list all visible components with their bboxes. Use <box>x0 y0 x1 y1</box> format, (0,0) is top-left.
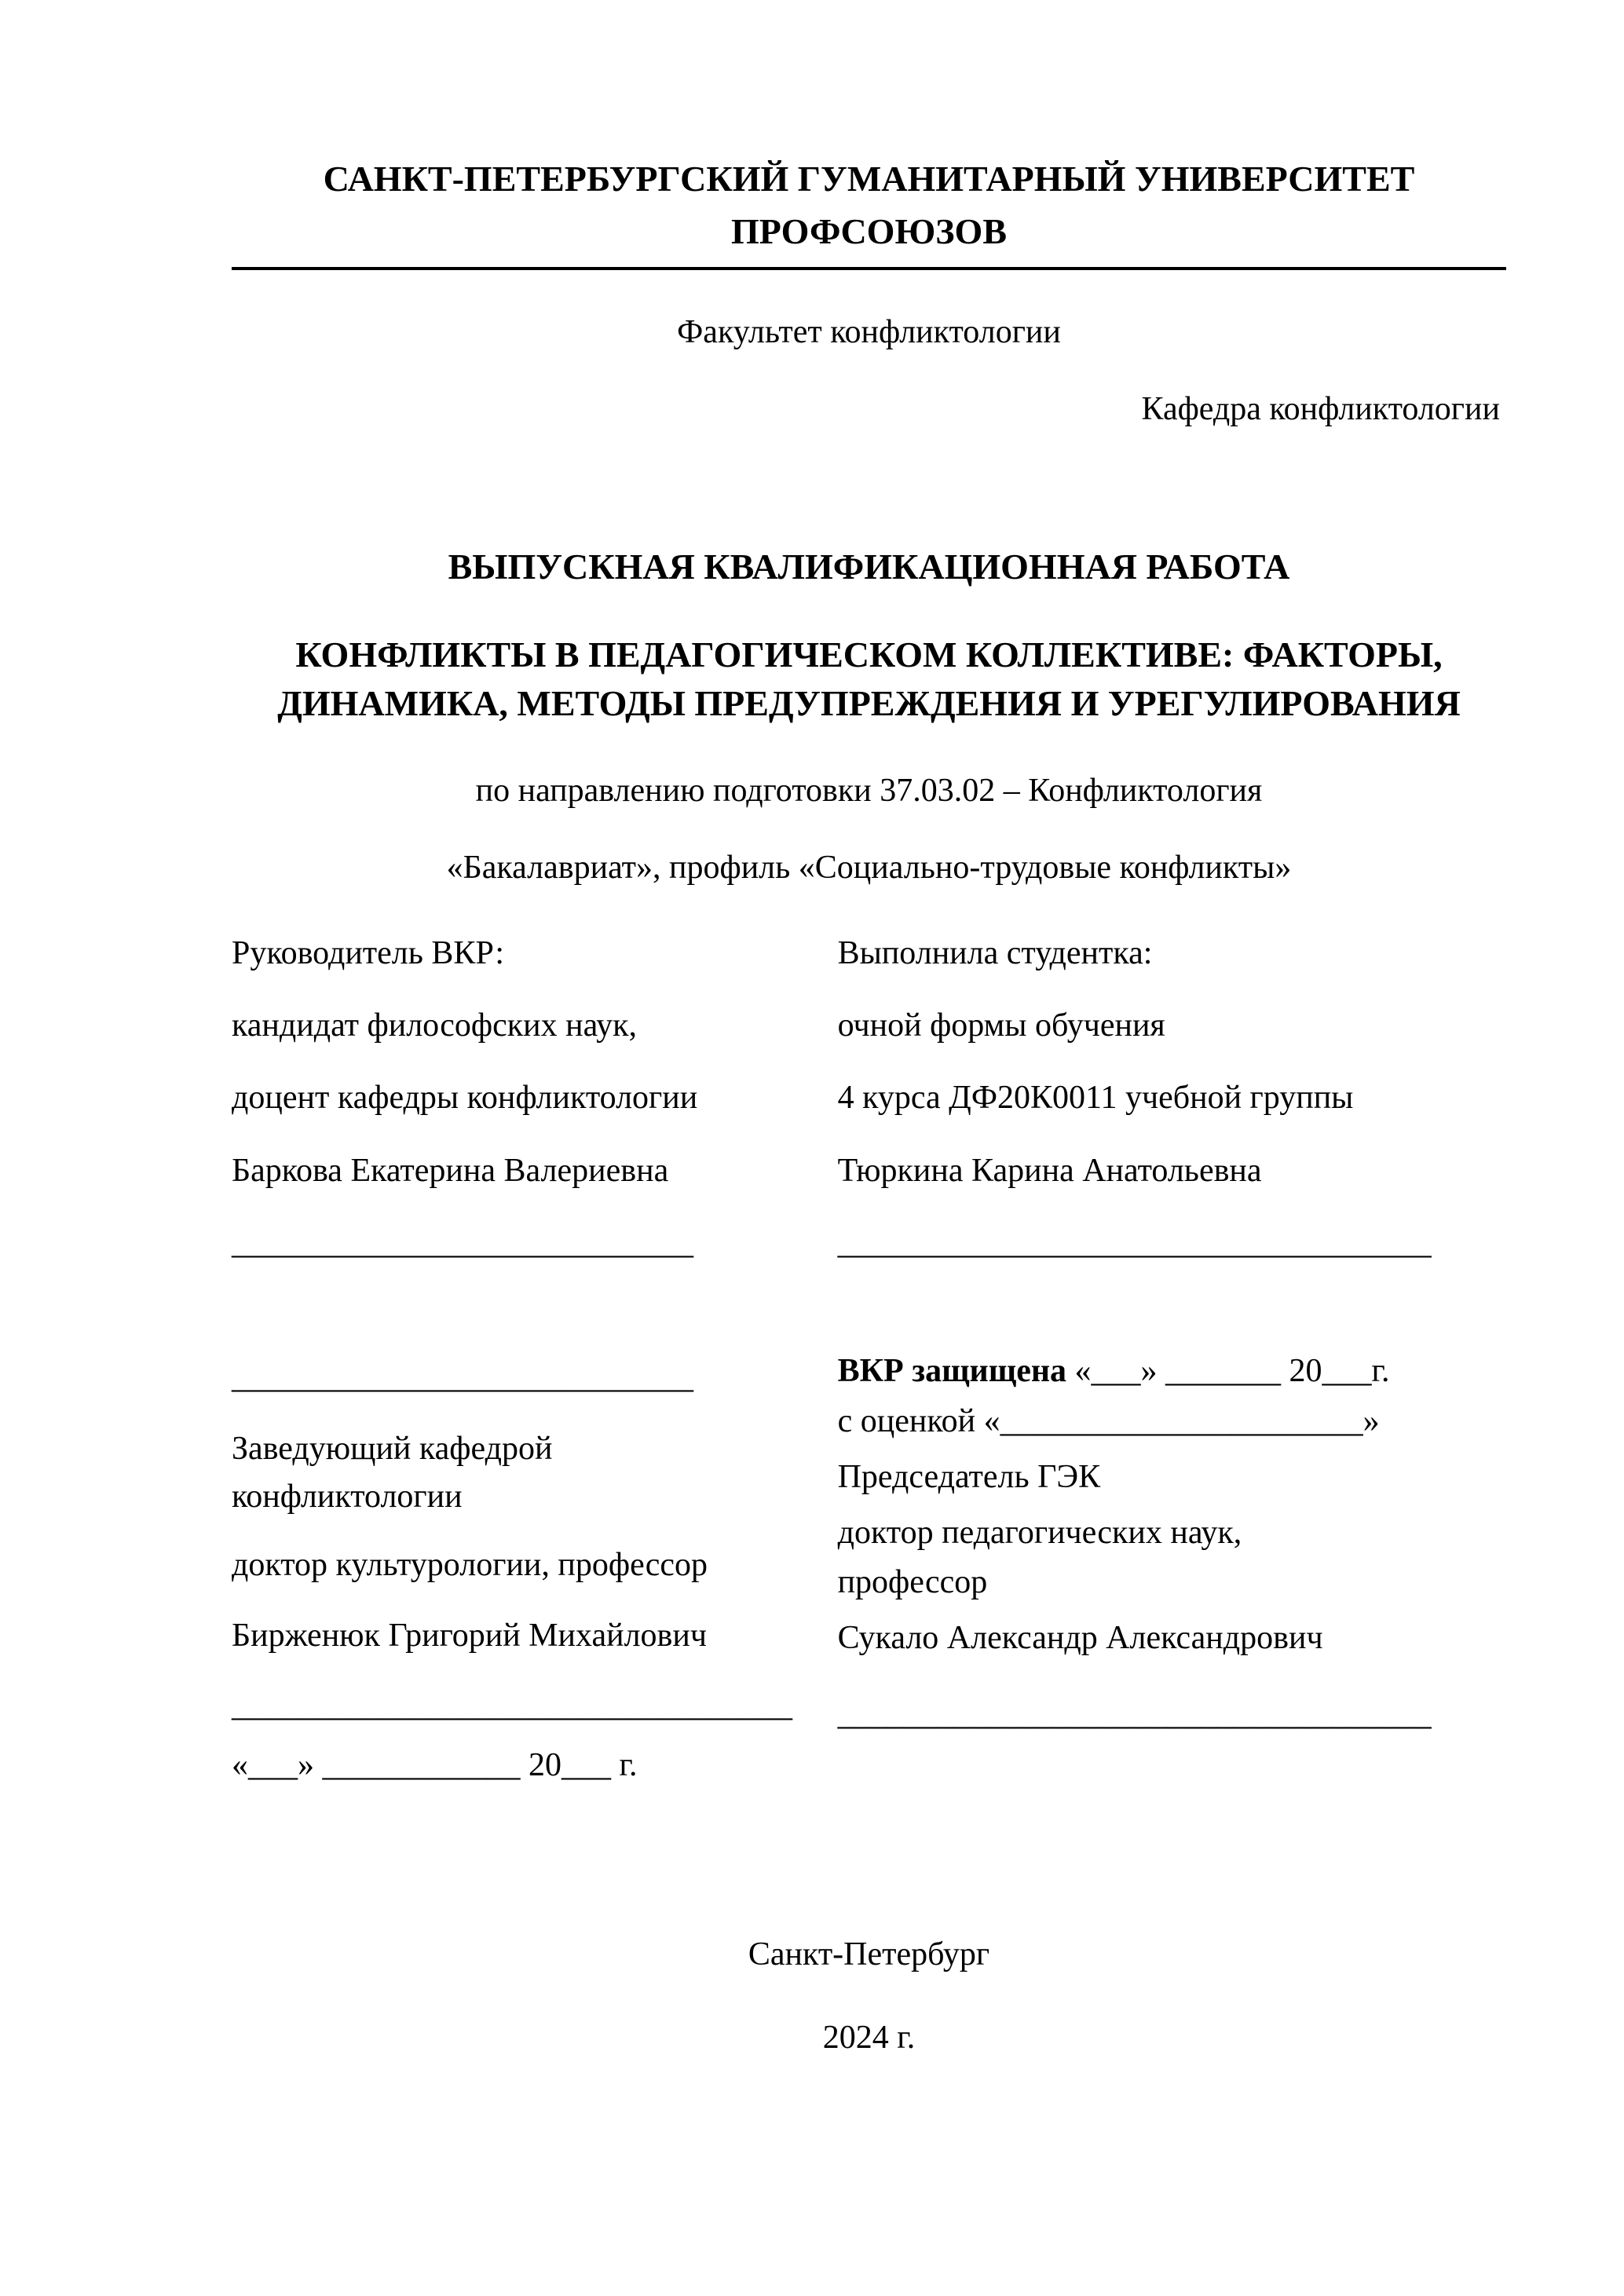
supervisor-name: Баркова Екатерина Валериевна <box>232 1152 669 1189</box>
date-blank-line: «___» ____________ 20___ г. <box>232 1747 638 1784</box>
supervisor-position: доцент кафедры конфликтологии <box>232 1080 698 1117</box>
chairman-name: Сукало Александр Александрович <box>837 1619 1323 1656</box>
direction-line: по направлению подготовки 37.03.02 – Конфликтология <box>475 772 1263 809</box>
student-form: очной формы обучения <box>837 1007 1165 1044</box>
department-head-name: Бирженюк Григорий Михайлович <box>232 1617 707 1654</box>
student-column <box>818 934 1506 1786</box>
credentials-columns <box>232 934 1506 1786</box>
department-head-degree: доктор культурологии, профессор <box>232 1546 708 1583</box>
thesis-title: КОНФЛИКТЫ В ПЕДАГОГИЧЕСКОМ КОЛЛЕКТИВЕ: ФАКТОРЫ, ДИНАМИКА, МЕТОДЫ ПРЕДУПРЕЖДЕНИЯ И УРЕГУЛИРОВАНИЯ <box>277 634 1461 724</box>
student-label: Выполнила студентка: <box>837 934 1153 971</box>
defended-date-blanks: «___» _______ 20___г. <box>1074 1352 1390 1389</box>
profile-line: «Бакалавриат», профиль «Социально-трудовые конфликты» <box>446 849 1292 886</box>
head-signature-line-2: __________________________________ <box>232 1687 792 1724</box>
grade-line: с оценкой «______________________» <box>837 1402 1380 1439</box>
supervisor-signature-line: ____________________________ <box>232 1225 693 1262</box>
chairman-degree: доктор педагогических наук, профессор <box>837 1514 1242 1600</box>
supervisor-column <box>232 934 818 1786</box>
header-rule <box>232 267 1506 270</box>
title-block <box>232 546 1506 886</box>
university-name: САНКТ-ПЕТЕРБУРГСКИЙ ГУМАНИТАРНЫЙ УНИВЕРСИТЕТ ПРОФСОЮЗОВ <box>323 159 1415 251</box>
department-head-label: Заведующий кафедрой конфликтологии <box>232 1430 553 1515</box>
student-signature-line: ____________________________________ <box>837 1225 1432 1262</box>
faculty-name: Факультет конфликтологии <box>677 314 1061 351</box>
student-name: Тюркина Карина Анатольевна <box>837 1152 1262 1189</box>
supervisor-label: Руководитель ВКР: <box>232 934 505 971</box>
header-block <box>232 153 1506 428</box>
department-name: Кафедра конфликтологии <box>1141 391 1500 428</box>
city-line: Санкт-Петербург <box>748 1936 990 1972</box>
student-group: 4 курса ДФ20К0011 учебной группы <box>837 1080 1354 1117</box>
footer-block <box>232 1936 1506 2057</box>
chairman-signature-line: ____________________________________ <box>837 1695 1432 1732</box>
supervisor-degree: кандидат философских наук, <box>232 1007 637 1044</box>
head-signature-line: ____________________________ <box>232 1358 693 1395</box>
defended-line <box>838 1351 1506 1391</box>
chairman-label: Председатель ГЭК <box>837 1458 1101 1495</box>
defended-label: ВКР защищена <box>837 1352 1067 1389</box>
year-line: 2024 г. <box>822 2020 916 2056</box>
work-type-heading: ВЫПУСКНАЯ КВАЛИФИКАЦИОННАЯ РАБОТА <box>448 547 1290 587</box>
